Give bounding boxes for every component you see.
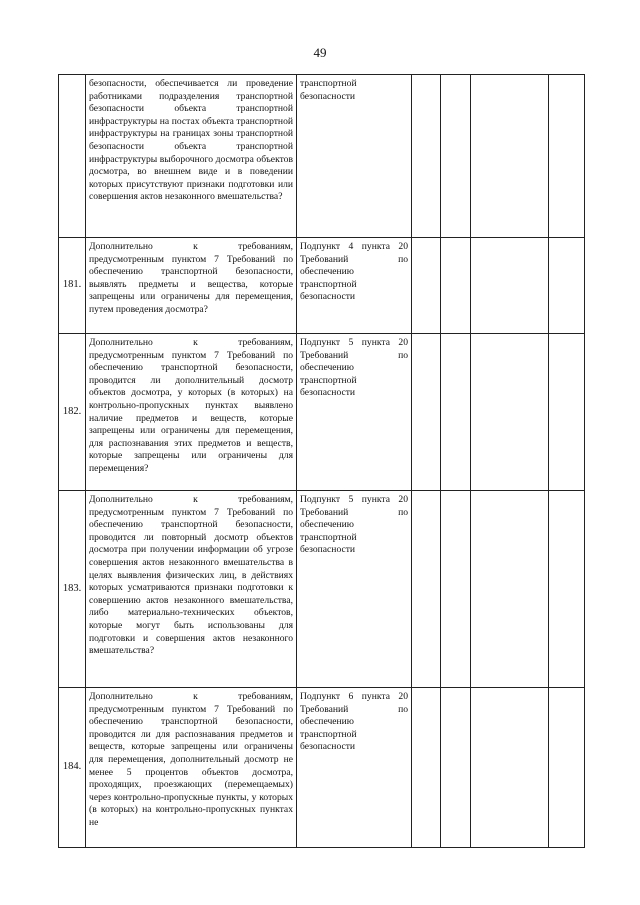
- comment-cell[interactable]: [549, 238, 585, 334]
- question-text: Дополнительно к требованиям, предусмотренным пунктом 7 Требований по обеспечению транспортной безопасности, проводится ли дополнительный досмотр объектов досмотра, у которых (в которых) на контрольно-пропускных пунктах выявлено наличие предметов и веществ, которые запрещены или ограничены для перемещения, для распознавания этих предметов и веществ, которые запрещены или ограничены для перемещения?: [86, 334, 297, 491]
- answer-yes-cell[interactable]: [412, 688, 441, 848]
- legal-basis: транспортной безопасности: [297, 75, 412, 238]
- table-row: [59, 688, 585, 848]
- answer-na-cell[interactable]: [471, 238, 549, 334]
- answer-na-cell[interactable]: [471, 334, 549, 491]
- question-text: Дополнительно к требованиям, предусмотренным пунктом 7 Требований по обеспечению транспортной безопасности, проводится ли повторный досмотр объектов досмотра при получении информации об угрозе совершения актов незаконного вмешательства в целях выявления физических лиц, в действиях которых усматриваются признаки подготовки к совершению актов незаконного вмешательства, либо материально-технических объектов, которые могут быть использованы для подготовки и совершения актов незаконного вмешательства?: [86, 491, 297, 688]
- answer-no-cell[interactable]: [441, 75, 471, 238]
- table-row: [59, 75, 585, 238]
- table-row: [59, 238, 585, 334]
- answer-yes-cell[interactable]: [412, 75, 441, 238]
- table-row: [59, 491, 585, 688]
- question-text: Дополнительно к требованиям, предусмотренным пунктом 7 Требований по обеспечению транспортной безопасности, выявлять предметы и вещества, которые запрещены или ограничены для перемещения, путем проведения досмотра?: [86, 238, 297, 334]
- answer-na-cell[interactable]: [471, 491, 549, 688]
- answer-na-cell[interactable]: [471, 688, 549, 848]
- legal-basis: Подпункт 4 пункта 20 Требований по обеспечению транспортной безопасности: [297, 238, 412, 334]
- checklist-table: [58, 74, 585, 848]
- answer-yes-cell[interactable]: [412, 238, 441, 334]
- legal-basis: Подпункт 5 пункта 20 Требований по обеспечению транспортной безопасности: [297, 491, 412, 688]
- answer-no-cell[interactable]: [441, 491, 471, 688]
- answer-no-cell[interactable]: [441, 238, 471, 334]
- answer-no-cell[interactable]: [441, 688, 471, 848]
- row-number: 183.: [59, 491, 86, 688]
- answer-no-cell[interactable]: [441, 334, 471, 491]
- question-text: Дополнительно к требованиям, предусмотренным пунктом 7 Требований по обеспечению транспортной безопасности, проводится ли для распознавания предметов и веществ, которые запрещены или ограничены для перемещения, дополнительный досмотр не менее 5 процентов объектов досмотра, проходящих, проезжающих (перемещаемых) через контрольно-пропускные пункты, у которых (в которых) на контрольно-пропускных пунктах не: [86, 688, 297, 848]
- comment-cell[interactable]: [549, 491, 585, 688]
- answer-yes-cell[interactable]: [412, 491, 441, 688]
- row-number: [59, 75, 86, 238]
- table-row: [59, 334, 585, 491]
- row-number: 181.: [59, 238, 86, 334]
- row-number: 182.: [59, 334, 86, 491]
- legal-basis: Подпункт 6 пункта 20 Требований по обеспечению транспортной безопасности: [297, 688, 412, 848]
- row-number: 184.: [59, 688, 86, 848]
- comment-cell[interactable]: [549, 334, 585, 491]
- comment-cell[interactable]: [549, 75, 585, 238]
- answer-na-cell[interactable]: [471, 75, 549, 238]
- comment-cell[interactable]: [549, 688, 585, 848]
- question-text: безопасности, обеспечивается ли проведение работниками подразделения транспортной безопасности объекта транспортной инфраструктуры на постах объекта транспортной инфраструктуры на границах зоны транспортной безопасности объекта транспортной инфраструктуры выборочного досмотра объектов досмотра, во внешнем виде и в поведении которых присутствуют признаки подготовки или совершения актов незаконного вмешательства?: [86, 75, 297, 238]
- answer-yes-cell[interactable]: [412, 334, 441, 491]
- page-number: 49: [313, 45, 327, 60]
- legal-basis: Подпункт 5 пункта 20 Требований по обеспечению транспортной безопасности: [297, 334, 412, 491]
